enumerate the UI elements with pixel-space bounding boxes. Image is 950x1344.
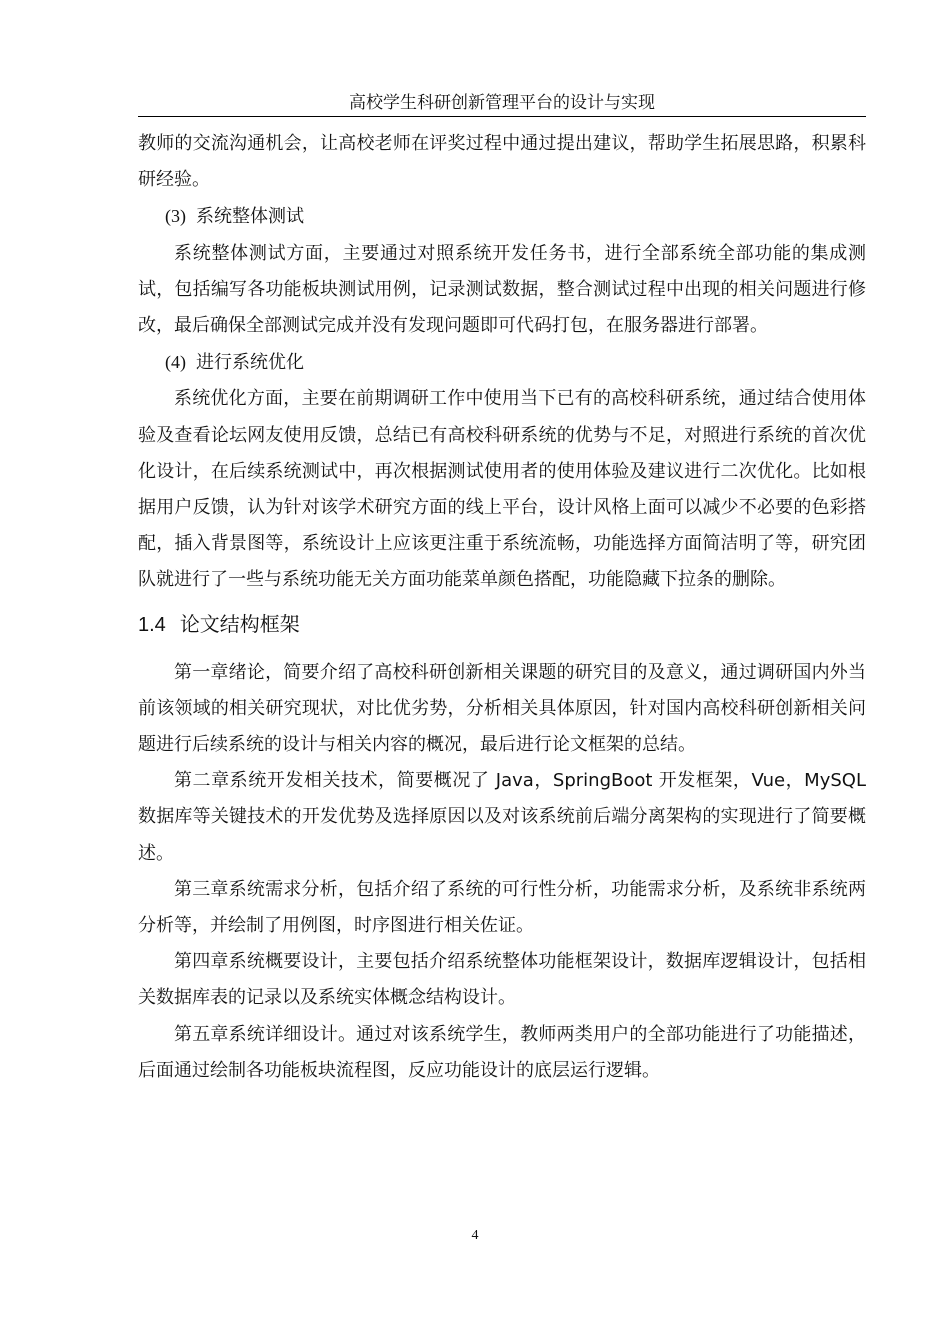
document-body: [138, 126, 866, 1089]
list-item-4-title: 进行系统优化: [196, 352, 304, 374]
list-item-3-number: (3): [165, 206, 186, 227]
paragraph-system-testing: 系统整体测试方面，主要通过对照系统开发任务书，进行全部系统全部功能的集成测试，包括编写各功能板块测试用例，记录测试数据，整合测试过程中出现的相关问题进行修改，最后确保全部测试完成并没有发现问题即可代码打包，在服务器进行部署。: [138, 242, 866, 337]
section-heading: [138, 609, 866, 640]
list-item-3-title: 系统整体测试: [196, 206, 304, 228]
list-item-4: [138, 344, 866, 381]
page-number: 4: [471, 1228, 479, 1243]
section-title: 论文结构框架: [179, 611, 300, 636]
list-item-3: [138, 198, 866, 235]
page-header-title: 高校学生科研创新管理平台的设计与实现: [349, 93, 655, 113]
paragraph-chapter-5: 第五章系统详细设计。通过对该系统学生，教师两类用户的全部功能进行了功能描述，后面通过绘制各功能板块流程图，反应功能设计的底层运行逻辑。: [138, 1023, 866, 1081]
page-header: [138, 92, 866, 117]
paragraph-chapter-1: 第一章绪论，简要介绍了高校科研创新相关课题的研究目的及意义，通过调研国内外当前该领域的相关研究现状，对比优劣势，分析相关具体原因，针对国内高校科研创新相关问题进行后续系统的设计与相关内容的概况，最后进行论文框架的总结。: [138, 661, 866, 756]
list-item-4-number: (4): [165, 352, 186, 373]
paragraph-chapter-2: 第二章系统开发相关技术，简要概况了 Java，SpringBoot 开发框架，Vue，MySQL 数据库等关键技术的开发优势及选择原因以及对该系统前后端分离架构的实现进行了简要概述。: [138, 770, 866, 864]
paragraph-system-optimization: 系统优化方面，主要在前期调研工作中使用当下已有的高校科研系统，通过结合使用体验及查看论坛网友使用反馈，总结已有高校科研系统的优势与不足，对照进行系统的首次优化设计，在后续系统测试中，再次根据测试使用者的使用体验及建议进行二次优化。比如根据用户反馈，认为针对该学术研究方面的线上平台，设计风格上面可以减少不必要的色彩搭配，插入背景图等，系统设计上应该更注重于系统流畅，功能选择方面简洁明了等，研究团队就进行了一些与系统功能无关方面功能菜单颜色搭配，功能隐藏下拉条的删除。: [138, 388, 866, 591]
paragraph-continuation: 教师的交流沟通机会，让高校老师在评奖过程中通过提出建议，帮助学生拓展思路，积累科研经验。: [138, 133, 866, 191]
section-number: 1.4: [138, 613, 166, 636]
paragraph-chapter-3: 第三章系统需求分析，包括介绍了系统的可行性分析，功能需求分析，及系统非系统两分析等，并绘制了用例图，时序图进行相关佐证。: [138, 878, 866, 937]
paragraph-chapter-4: 第四章系统概要设计，主要包括介绍系统整体功能框架设计，数据库逻辑设计，包括相关数据库表的记录以及系统实体概念结构设计。: [138, 951, 866, 1009]
